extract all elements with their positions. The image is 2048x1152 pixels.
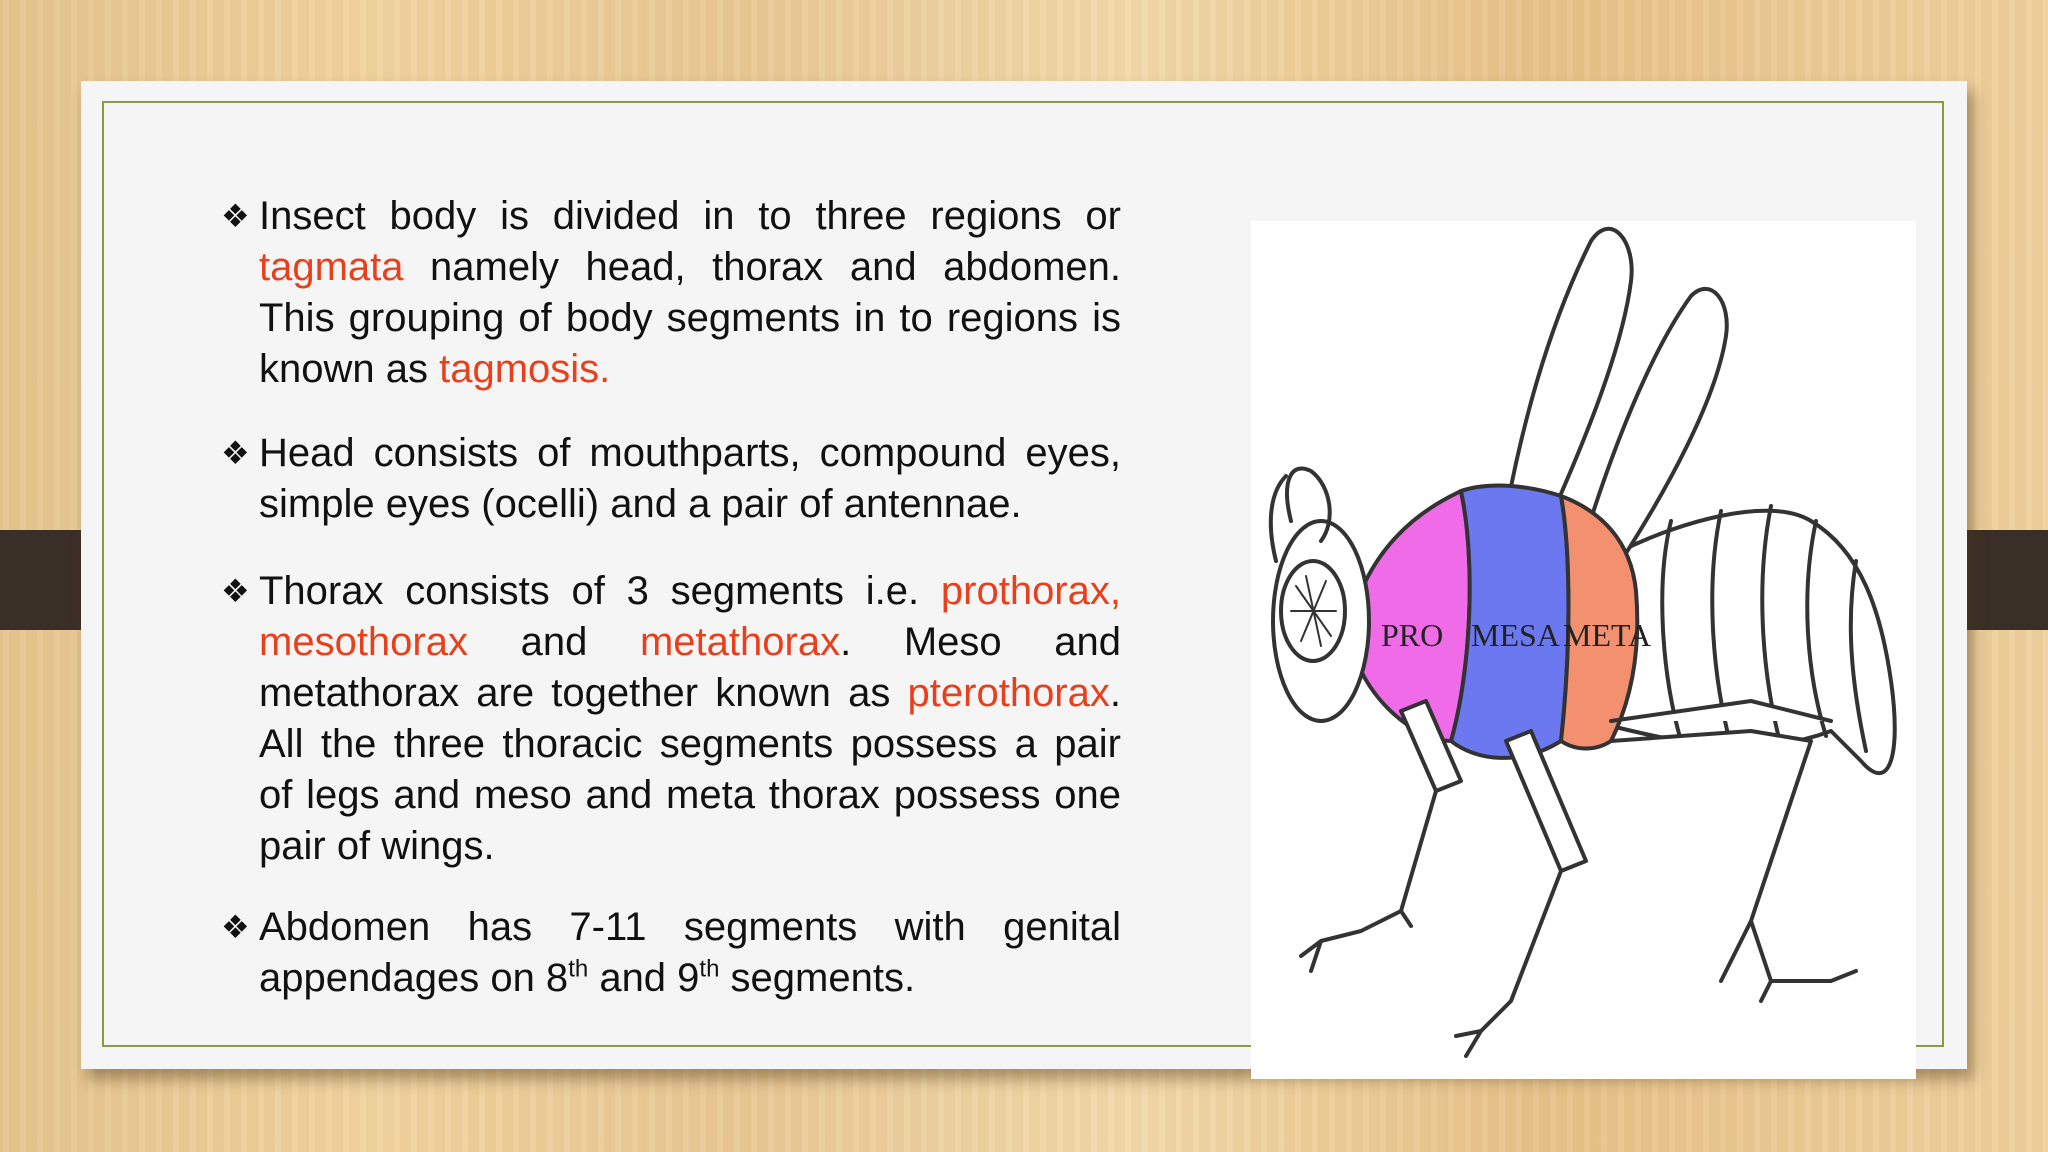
insect-diagram <box>1251 221 1916 1079</box>
insect-diagram-svg <box>1251 221 1916 1079</box>
diamond-bullet-icon: ❖ <box>221 198 250 234</box>
bullet-text: . All the three thoracic segments possess a pair of legs and meso and meta thorax possess one pair of wings. <box>259 671 1121 868</box>
slide-card <box>81 81 1967 1069</box>
bullet-tagmata <box>221 191 1121 395</box>
meta-label: META <box>1563 617 1652 653</box>
highlight-term: metathorax <box>639 620 841 664</box>
highlight-term: pterothorax <box>907 671 1110 715</box>
foreleg <box>1301 701 1461 971</box>
diamond-bullet-icon: ❖ <box>221 435 250 471</box>
midleg <box>1456 731 1586 1056</box>
superscript: th <box>568 955 589 983</box>
bullet-text: and 9 <box>588 956 700 1000</box>
diamond-bullet-icon: ❖ <box>221 909 250 945</box>
mesa-label: MESA <box>1471 617 1560 653</box>
highlight-term: tagmosis. <box>439 347 611 391</box>
bullet-text: Insect body is divided in to three regions or <box>259 194 1121 238</box>
bullet-abdomen <box>221 902 1121 1004</box>
pro-label: PRO <box>1381 617 1444 653</box>
bullet-text: Head consists of mouthparts, compound eyes, simple eyes (ocelli) and a pair of antennae. <box>259 431 1121 526</box>
bullet-text: . Meso and metathorax are together known as <box>259 620 1122 715</box>
bullet-text: Thorax consists of 3 segments i.e. <box>259 569 941 613</box>
diamond-bullet-icon: ❖ <box>221 573 250 609</box>
hindleg <box>1611 701 1856 1001</box>
bullet-text: namely head, thorax and abdomen. This grouping of body segments in to regions is known as <box>259 245 1121 391</box>
highlight-term: prothorax, <box>940 569 1121 613</box>
bullet-text: segments. <box>719 956 916 1000</box>
highlight-term: mesothorax <box>259 620 468 664</box>
bullet-text: Abdomen has 7-11 segments with genital appendages on 8 <box>259 905 1121 1000</box>
bullet-text: and <box>467 620 640 664</box>
highlight-term: tagmata <box>259 245 404 289</box>
superscript: th <box>699 955 720 983</box>
bullet-list <box>221 191 1121 1004</box>
bullet-thorax <box>221 566 1121 872</box>
antenna <box>1271 476 1286 561</box>
bullet-head <box>221 428 1121 530</box>
